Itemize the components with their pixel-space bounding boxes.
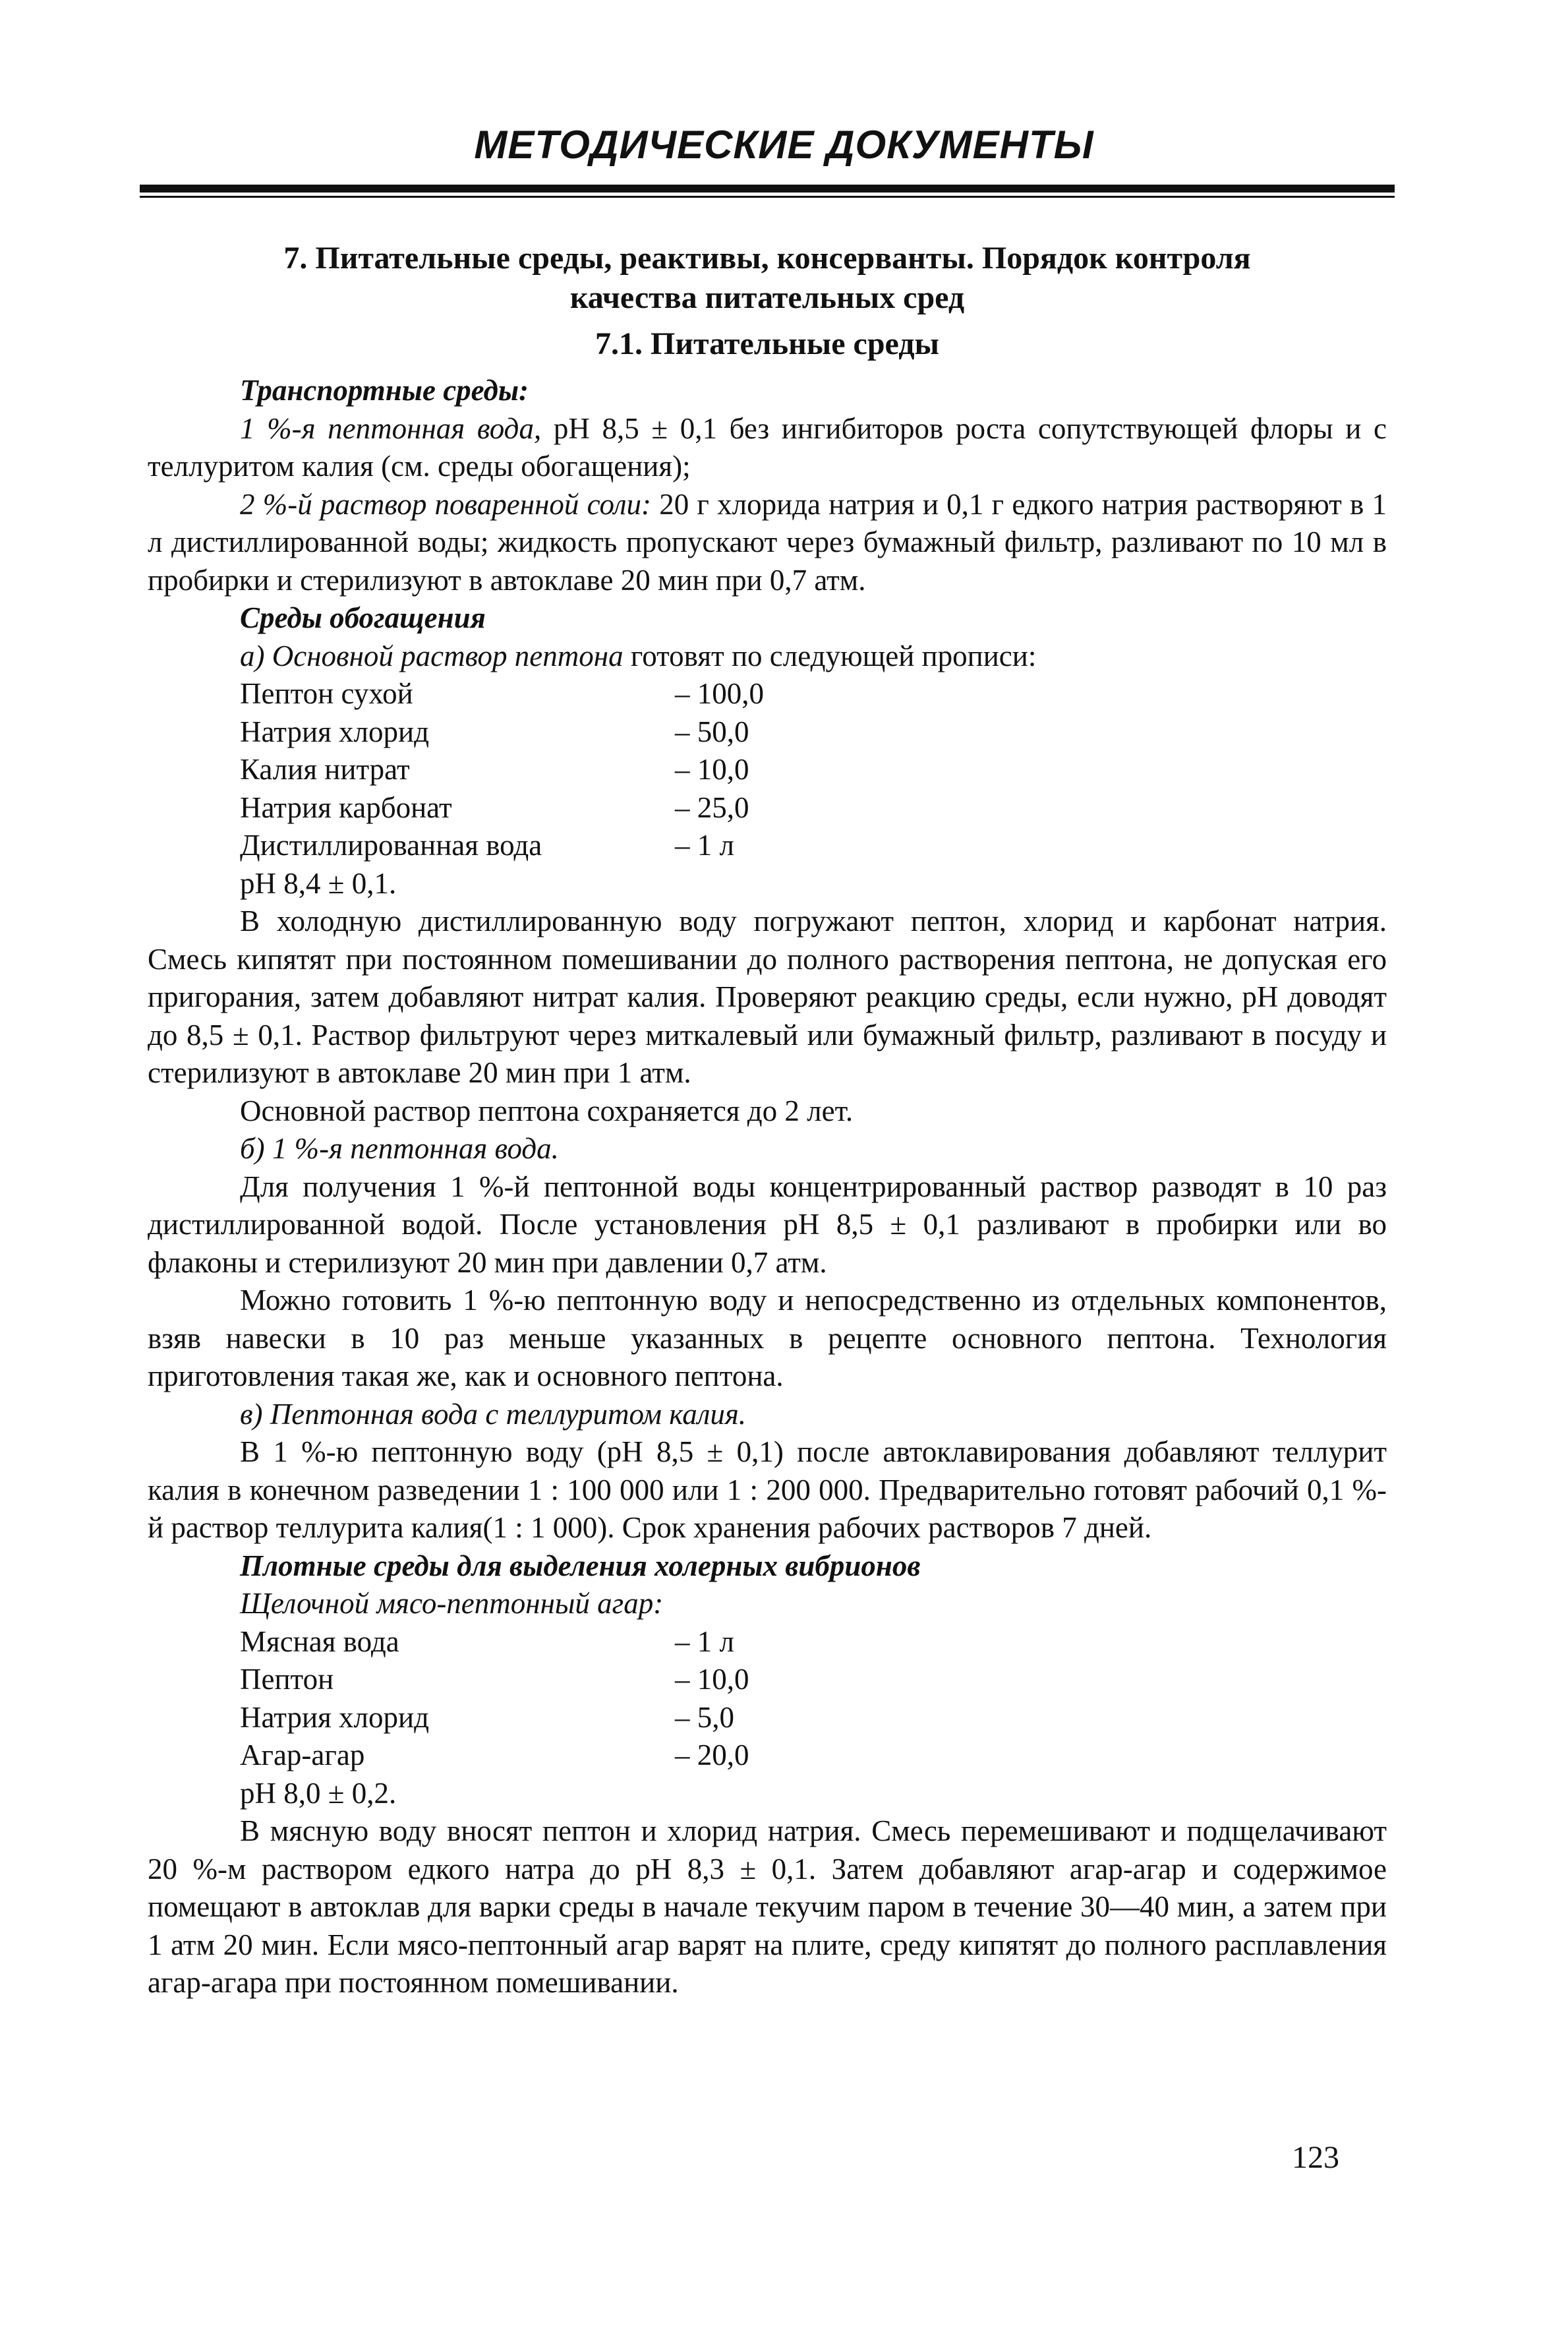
enrichment-c-heading: в) Пептонная вода с теллуритом калия.	[240, 1397, 746, 1431]
ingredient-amount: – 20,0	[675, 1738, 749, 1771]
subsection-title: 7.1. Питательные среды	[595, 326, 939, 361]
ingredient-name: Дистиллированная вода	[240, 829, 542, 862]
solid-media-subheading: Щелочной мясо-пептонный агар:	[240, 1587, 664, 1620]
recipe-row	[240, 789, 1387, 827]
ingredient-name: Натрия хлорид	[240, 715, 429, 748]
header-rule-thin	[140, 196, 1395, 198]
recipe-row	[240, 713, 1387, 752]
ingredient-amount: – 100,0	[675, 677, 764, 710]
paragraph: В мясную воду вносят пептон и хлорид натрия. Смесь перемешивают и подщелачивают 20 %-м раствором едкого натра до рН 8,3 ± 0,1. Затем добавляют агар-агар и содержимое помещают в автоклав для варки среды в начале текучим паром в течение 30—40 мин, а затем при 1 атм 20 мин. Если мясо-пептонный агар варят на плите, среду кипятят до полного расплавления агар-агара при постоянном помешивании.	[148, 1814, 1387, 1999]
section-title	[148, 239, 1387, 318]
transport-item-1-name: 1 %-я пептонная вода,	[240, 411, 542, 445]
running-header: МЕТОДИЧЕСКИЕ ДОКУМЕНТЫ	[474, 123, 1094, 167]
recipe-row	[240, 1661, 1387, 1699]
transport-item-2-name: 2 %-й раствор поваренной соли:	[240, 487, 651, 521]
recipe-ph: рН 8,0 ± 0,2.	[240, 1776, 397, 1810]
agar-recipe	[240, 1623, 1387, 1813]
header-rule	[140, 185, 1395, 193]
transport-item-2	[148, 486, 1387, 600]
ingredient-name: Калия нитрат	[240, 753, 410, 786]
ingredient-name: Натрия карбонат	[240, 790, 452, 824]
enrichment-b-heading: б) 1 %-я пептонная вода.	[240, 1132, 559, 1165]
ingredient-name: Пептон сухой	[240, 677, 413, 710]
recipe-row	[240, 1623, 1387, 1661]
transport-item-1-text: рН 8,5 ± 0,1 без ингибиторов роста сопутствующей флоры и с теллуритом калия (см. среды обогащения);	[148, 411, 1387, 483]
ingredient-amount: – 5,0	[675, 1700, 734, 1734]
ingredient-amount: – 1 л	[675, 829, 734, 862]
enrichment-a-name: а) Основной раствор пептона	[240, 639, 624, 672]
paragraph: В холодную дистиллированную воду погружают пептон, хлорид и карбонат натрия. Смесь кипятят при постоянном помешивании до полного растворения пептона, не допуская его пригорания, затем добавляют нитрат калия. Проверяют реакцию среды, если нужно, рН доводят до 8,5 ± 0,1. Раствор фильтруют через миткалевый или бумажный фильтр, разливают в посуду и стерилизуют в автоклаве 20 мин при 1 атм.	[148, 905, 1387, 1089]
recipe-row	[240, 751, 1387, 789]
transport-item-1	[148, 410, 1387, 486]
page-number: 123	[1292, 2140, 1339, 2175]
paragraph: Для получения 1 %-й пептонной воды концентрированный раствор разводят в 10 раз дистиллированной водой. После установления рН 8,5 ± 0,1 разливают в пробирки или во флаконы и стерилизуют 20 мин при давлении 0,7 атм.	[148, 1170, 1387, 1279]
transport-item-2-text: 20 г хлорида натрия и 0,1 г едкого натрия растворяют в 1 л дистиллированной воды; жидкость пропускают через бумажный фильтр, разливают по 10 мл в пробирки и стерилизуют в автоклаве 20 мин при 0,7 атм.	[148, 487, 1387, 597]
recipe-row	[240, 827, 1387, 865]
paragraph: Можно готовить 1 %-ю пептонную воду и непосредственно из отдельных компонентов, взяв навески в 10 раз меньше указанных в рецепте основного пептона. Технология приготовления такая же, как и основного пептона.	[148, 1284, 1387, 1392]
main-content	[148, 239, 1387, 2002]
peptone-recipe	[240, 675, 1387, 903]
ingredient-name: Агар-агар	[240, 1738, 365, 1771]
enrichment-a-text: готовят по следующей прописи:	[623, 639, 1037, 672]
enrichment-a	[148, 638, 1387, 676]
transport-heading: Транспортные среды:	[240, 374, 529, 407]
section-title-line1: 7. Питательные среды, реактивы, консерванты. Порядок контроля	[283, 241, 1251, 276]
ingredient-amount: – 50,0	[675, 715, 749, 748]
ingredient-name: Натрия хлорид	[240, 1700, 429, 1734]
ingredient-name: Пептон	[240, 1663, 334, 1696]
ingredient-name: Мясная вода	[240, 1624, 399, 1658]
solid-media-heading: Плотные среды для выделения холерных вибрионов	[240, 1549, 921, 1582]
ingredient-amount: – 1 л	[675, 1624, 734, 1658]
enrichment-heading: Среды обогащения	[240, 601, 486, 634]
recipe-row	[240, 675, 1387, 713]
section-title-line2: качества питательных сред	[569, 280, 965, 315]
recipe-row	[240, 1737, 1387, 1775]
ingredient-amount: – 25,0	[675, 790, 749, 824]
ingredient-amount: – 10,0	[675, 1663, 749, 1696]
ingredient-amount: – 10,0	[675, 753, 749, 786]
paragraph: В 1 %-ю пептонную воду (рН 8,5 ± 0,1) после автоклавирования добавляют теллурит калия в конечном разведении 1 : 100 000 или 1 : 200 000. Предварительно готовят рабочий 0,1 %-й раствор теллурита калия(1 : 1 000). Срок хранения рабочих растворов 7 дней.	[148, 1435, 1387, 1544]
paragraph: Основной раствор пептона сохраняется до 2 лет.	[240, 1094, 854, 1127]
recipe-row	[240, 1699, 1387, 1737]
recipe-ph: рН 8,4 ± 0,1.	[240, 866, 397, 900]
